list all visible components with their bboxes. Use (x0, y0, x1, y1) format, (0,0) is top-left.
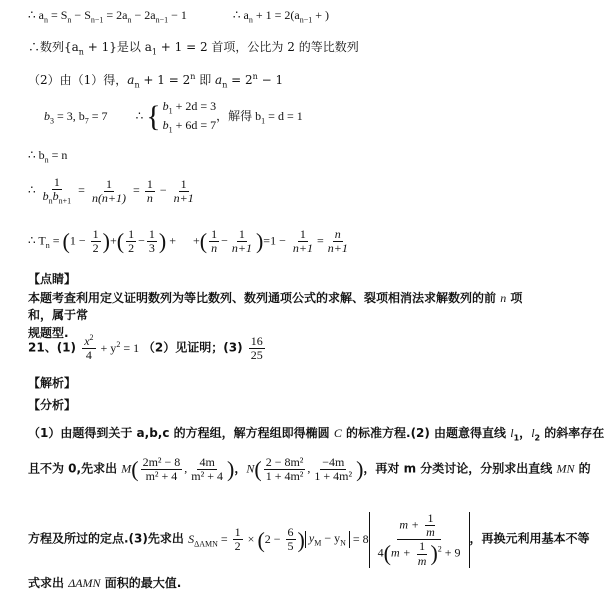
eq-line-1: ∴ $a_n = S_n - S_{n-1} = 2a_n - 2a_{n-1} - 1$ ∴ $a_n + 1 = 2(a_{n-1}$ + ) (28, 8, 329, 25)
eq-line-5: ∴ $b_n = n$ (28, 148, 68, 165)
analysis-line-2: 且不为 0,先求出 M( $\frac{\text{2m² − 8}}{\text{m² + 4}}$ , $\frac{4m}{\text{m² + 4}}$ )，N( $\frac{\text{2 − 8m²}}{\text{1 + 4m²}}$ , $\frac{-4m}{\text{1 + 4m²}}$ )，再对 m 分类讨论，分别求出直线 MN 的 (28, 455, 591, 484)
section-fenxi: 【分析】 (28, 398, 77, 412)
frac-3: $\frac{1}{n}$ (146, 176, 153, 205)
eq-line-2: ∴数列$\{a_n + 1\}$是以 $a_1 + 1 = 2$ 首项，公比为 2 的等比数列 (28, 40, 359, 57)
analysis-line-3: 方程及所过的定点.(3)先求出 $S_{\Delta AMN}$ = $\frac{1}{2}$ × (2 − $\frac{6}{5}$ ) $y_M - y_N = 8$ m + $\frac{1}{m}$ 4(m + $\frac{1}{m}$ )$^2$ + 9 ，再换元利用基本不等 (28, 511, 590, 568)
eq-line-6: ∴ $\frac{1}{b_nb_{n+1}}$ = $\frac{1}{n(n+1)}$ = $\frac{1}{n}$ − $\frac{1}{n+1}$ (28, 175, 194, 206)
frac-1: $\frac{1}{b_nb_{n+1}}$ (42, 175, 72, 206)
eq-line-3: （2）由（1）得，$a_n + 1 = 2^n$ 即 $a_n = 2^n - 1$ (28, 72, 284, 90)
eq-line-7: ∴ $T_n = (1$ − $\frac{1}{2}$ )+( $\frac{1}{2}$ − $\frac{1}{3}$ ) + +( $\frac{1}{n}$ − $\frac{1}{n+1}$ )=1 − $\frac{1}{n+1}$ = $\frac{n}{n+1}$ (28, 227, 348, 256)
frac-4: $\frac{1}{n+1}$ (173, 176, 194, 205)
analysis-line-4: 式求出 ΔAMN 面积的最大值. (28, 576, 182, 590)
eq1-left: ∴ a (28, 8, 44, 22)
summary-text: 本题考查利用定义证明数列为等比数列、数列通项公式的求解、裂项相消法求解数列的前 n 项和，属于常 规题型. (28, 291, 523, 340)
eq-line-4: $b_3 = 3$, $b_7 = 7$ ∴ { $b_1 + 2d = 3$ $b_1 + 6d = 7$ ，解得 $b_1 = d = 1$ (44, 99, 303, 135)
section-dianjing: 【点睛】 (28, 272, 77, 286)
frac-2: $\frac{1}{n(n+1)}$ (91, 176, 127, 205)
equation-system: $b_1 + 2d = 3$ $b_1 + 6d = 7$ (162, 99, 217, 135)
q21-answer: 21、(1) $\frac{x^2}{4}$ + $y^2 = 1$ （2）见证明；(3) $\frac{16}{25}$ (28, 333, 263, 363)
analysis-line-1: （1）由题得到关于 a,b,c 的方程组，解方程组即得椭圆 C 的标准方程.(2) 由题意得直线 $l_1$，$l_2$ 的斜率存在 (28, 426, 604, 443)
eq1-right: ∴ a (232, 8, 249, 22)
section-jiexi: 【解析】 (28, 376, 77, 390)
system-brace: { (146, 100, 161, 134)
